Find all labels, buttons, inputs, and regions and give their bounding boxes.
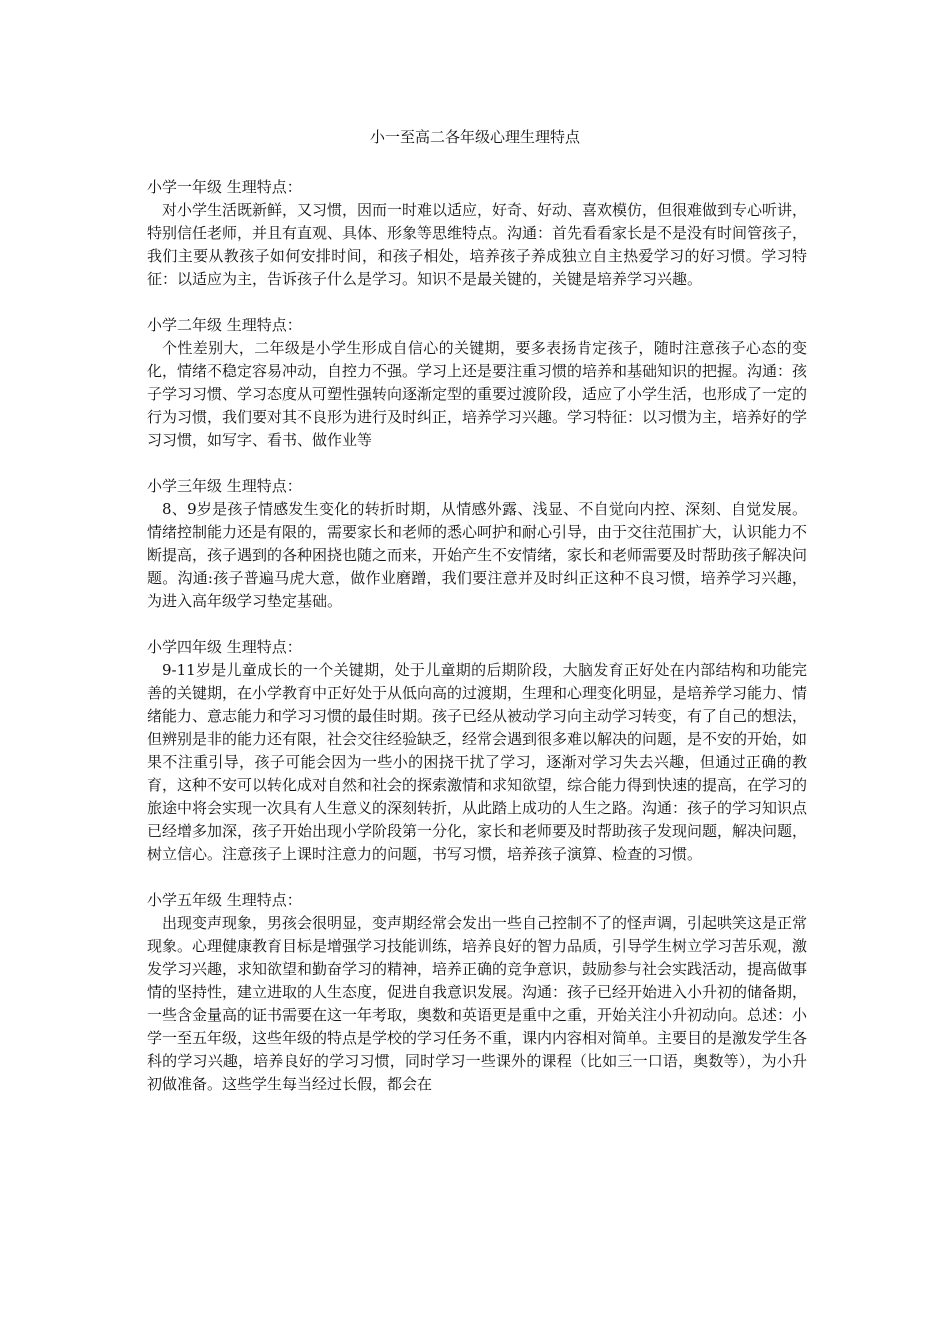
section-paragraph: 出现变声现象，男孩会很明显，变声期经常会发出一些自己控制不了的怪声调，引起哄笑这是正常现象。心理健康教育目标是增强学习技能训练，培养良好的智力品质，引导学生树立学习苦乐观，激发学习兴趣，求知欲望和勤奋学习的精神，培养正确的竞争意识，鼓励参与社会实践活动，提高做事情的坚持性，建立进取的人生态度，促进自我意识发展。沟通：孩子已经开始进入小升初的储备期，一些含金量高的证书需要在这一年考取，奥数和英语更是重中之重，开始关注小升初动向。总述：小学一至五年级，这些年级的特点是学校的学习任务不重，课内内容相对简单。主要目的是激发学生各科的学习兴趣，培养良好的学习习惯，同时学习一些课外的课程（比如三一口语，奥数等），为小升初做准备。这些学生每当经过长假，都会在 [147, 914, 808, 1093]
section-heading: 小学三年级 生理特点： [147, 477, 302, 495]
document-title: 小一至高二各年级心理生理特点 [369, 128, 580, 146]
section-heading: 小学一年级 生理特点： [147, 178, 302, 196]
section-paragraph: 9-11岁是儿童成长的一个关键期，处于儿童期的后期阶段，大脑发育正好处在内部结构和功能完善的关键期，在小学教育中正好处于从低向高的过渡期，生理和心理变化明显，是培养学习能力、情绪能力、意志能力和学习习惯的最佳时期。孩子已经从被动学习向主动学习转变，有了自己的想法，但辨别是非的能力还有限，社会交往经验缺乏，经常会遇到很多难以解决的问题，是不安的开始，如果不注重引导，孩子可能会因为一些小的困挠干扰了学习，逐渐对学习失去兴趣，但通过正确的教育，这种不安可以转化成对自然和社会的探索激情和求知欲望，综合能力得到快速的提高，在学习的旅途中将会实现一次具有人生意义的深刻转折，从此踏上成功的人生之路。沟通：孩子的学习知识点已经增多加深，孩子开始出现小学阶段第一分化，家长和老师要及时帮助孩子发现问题，解决问题，树立信心。注意孩子上课时注意力的问题，书写习惯，培养孩子演算、检查的习惯。 [147, 661, 808, 863]
section-grade-5 [147, 889, 807, 1096]
section-heading: 小学二年级 生理特点： [147, 316, 302, 334]
section-grade-4 [147, 636, 807, 866]
section-heading: 小学四年级 生理特点： [147, 638, 302, 656]
document-body [147, 176, 807, 1119]
section-grade-3 [147, 475, 807, 613]
section-grade-1 [147, 176, 807, 291]
section-paragraph: 8、9岁是孩子情感发生变化的转折时期，从情感外露、浅显、不自觉向内控、深刻、自觉发展。情绪控制能力还是有限的，需要家长和老师的悉心呵护和耐心引导，由于交往范围扩大，认识能力不断提高，孩子遇到的各种困挠也随之而来，开始产生不安情绪，家长和老师需要及时帮助孩子解决问题。沟通:孩子普遍马虎大意，做作业磨蹭，我们要注意并及时纠正这种不良习惯，培养学习兴趣，为进入高年级学习垫定基础。 [147, 500, 808, 610]
section-paragraph: 个性差别大，二年级是小学生形成自信心的关键期，要多表扬肯定孩子，随时注意孩子心态的变化，情绪不稳定容易冲动，自控力不强。学习上还是要注重习惯的培养和基础知识的把握。沟通：孩子学习习惯、学习态度从可塑性强转向逐渐定型的重要过渡阶段，适应了小学生活，也形成了一定的行为习惯，我们要对其不良形为进行及时纠正，培养学习兴趣。学习特征：以习惯为主，培养好的学习习惯，如写字、看书、做作业等 [147, 339, 808, 449]
section-paragraph: 对小学生活既新鲜，又习惯，因而一时难以适应，好奇、好动、喜欢模仿，但很难做到专心听讲，特别信任老师，并且有直观、具体、形象等思维特点。沟通：首先看看家长是不是没有时间管孩子，我们主要从教孩子如何安排时间，和孩子相处，培养孩子养成独立自主热爱学习的好习惯。学习特征：以适应为主，告诉孩子什么是学习。知识不是最关键的，关键是培养学习兴趣。 [147, 201, 808, 288]
section-grade-2 [147, 314, 807, 452]
section-heading: 小学五年级 生理特点： [147, 891, 302, 909]
